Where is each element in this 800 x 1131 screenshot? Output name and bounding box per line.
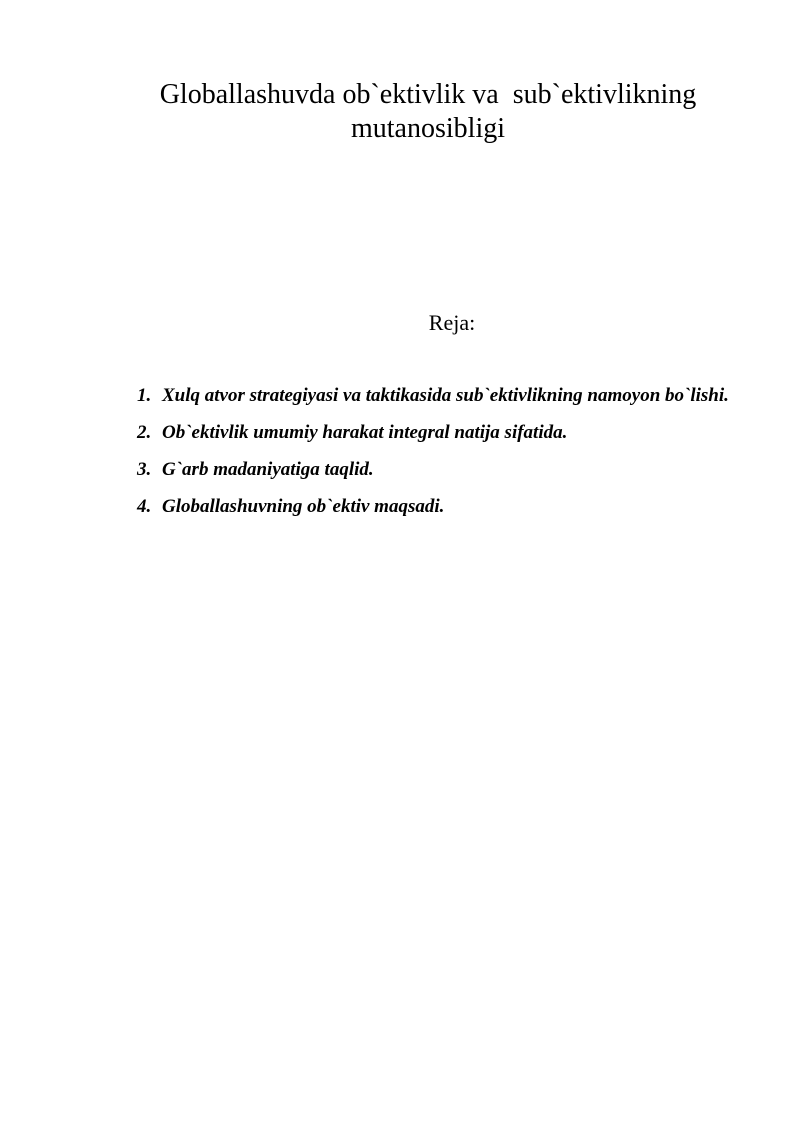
plan-item-number: 1.: [137, 385, 152, 406]
plan-item-3: [137, 451, 747, 488]
plan-item-1: [137, 377, 747, 414]
plan-list: [137, 377, 747, 525]
plan-item-4: [137, 488, 747, 525]
plan-item-text: Xulq atvor strategiyasi va taktikasida sub`ektivlikning namoyon bo`lishi.: [162, 385, 729, 406]
plan-item-text: G`arb madaniyatiga taqlid.: [162, 459, 374, 480]
plan-item-text: Ob`ektivlik umumiy harakat integral natija sifatida.: [162, 422, 568, 443]
plan-heading: Reja:: [428, 310, 476, 335]
document-title: Globallashuvda ob`ektivlik va sub`ektivlikning mutanosibligi: [159, 79, 704, 144]
plan-item-number: 2.: [137, 422, 152, 443]
plan-item-2: [137, 414, 747, 451]
plan-item-text: Globallashuvning ob`ektiv maqsadi.: [162, 496, 445, 517]
plan-item-number: 4.: [137, 496, 152, 517]
plan-item-number: 3.: [137, 459, 152, 480]
